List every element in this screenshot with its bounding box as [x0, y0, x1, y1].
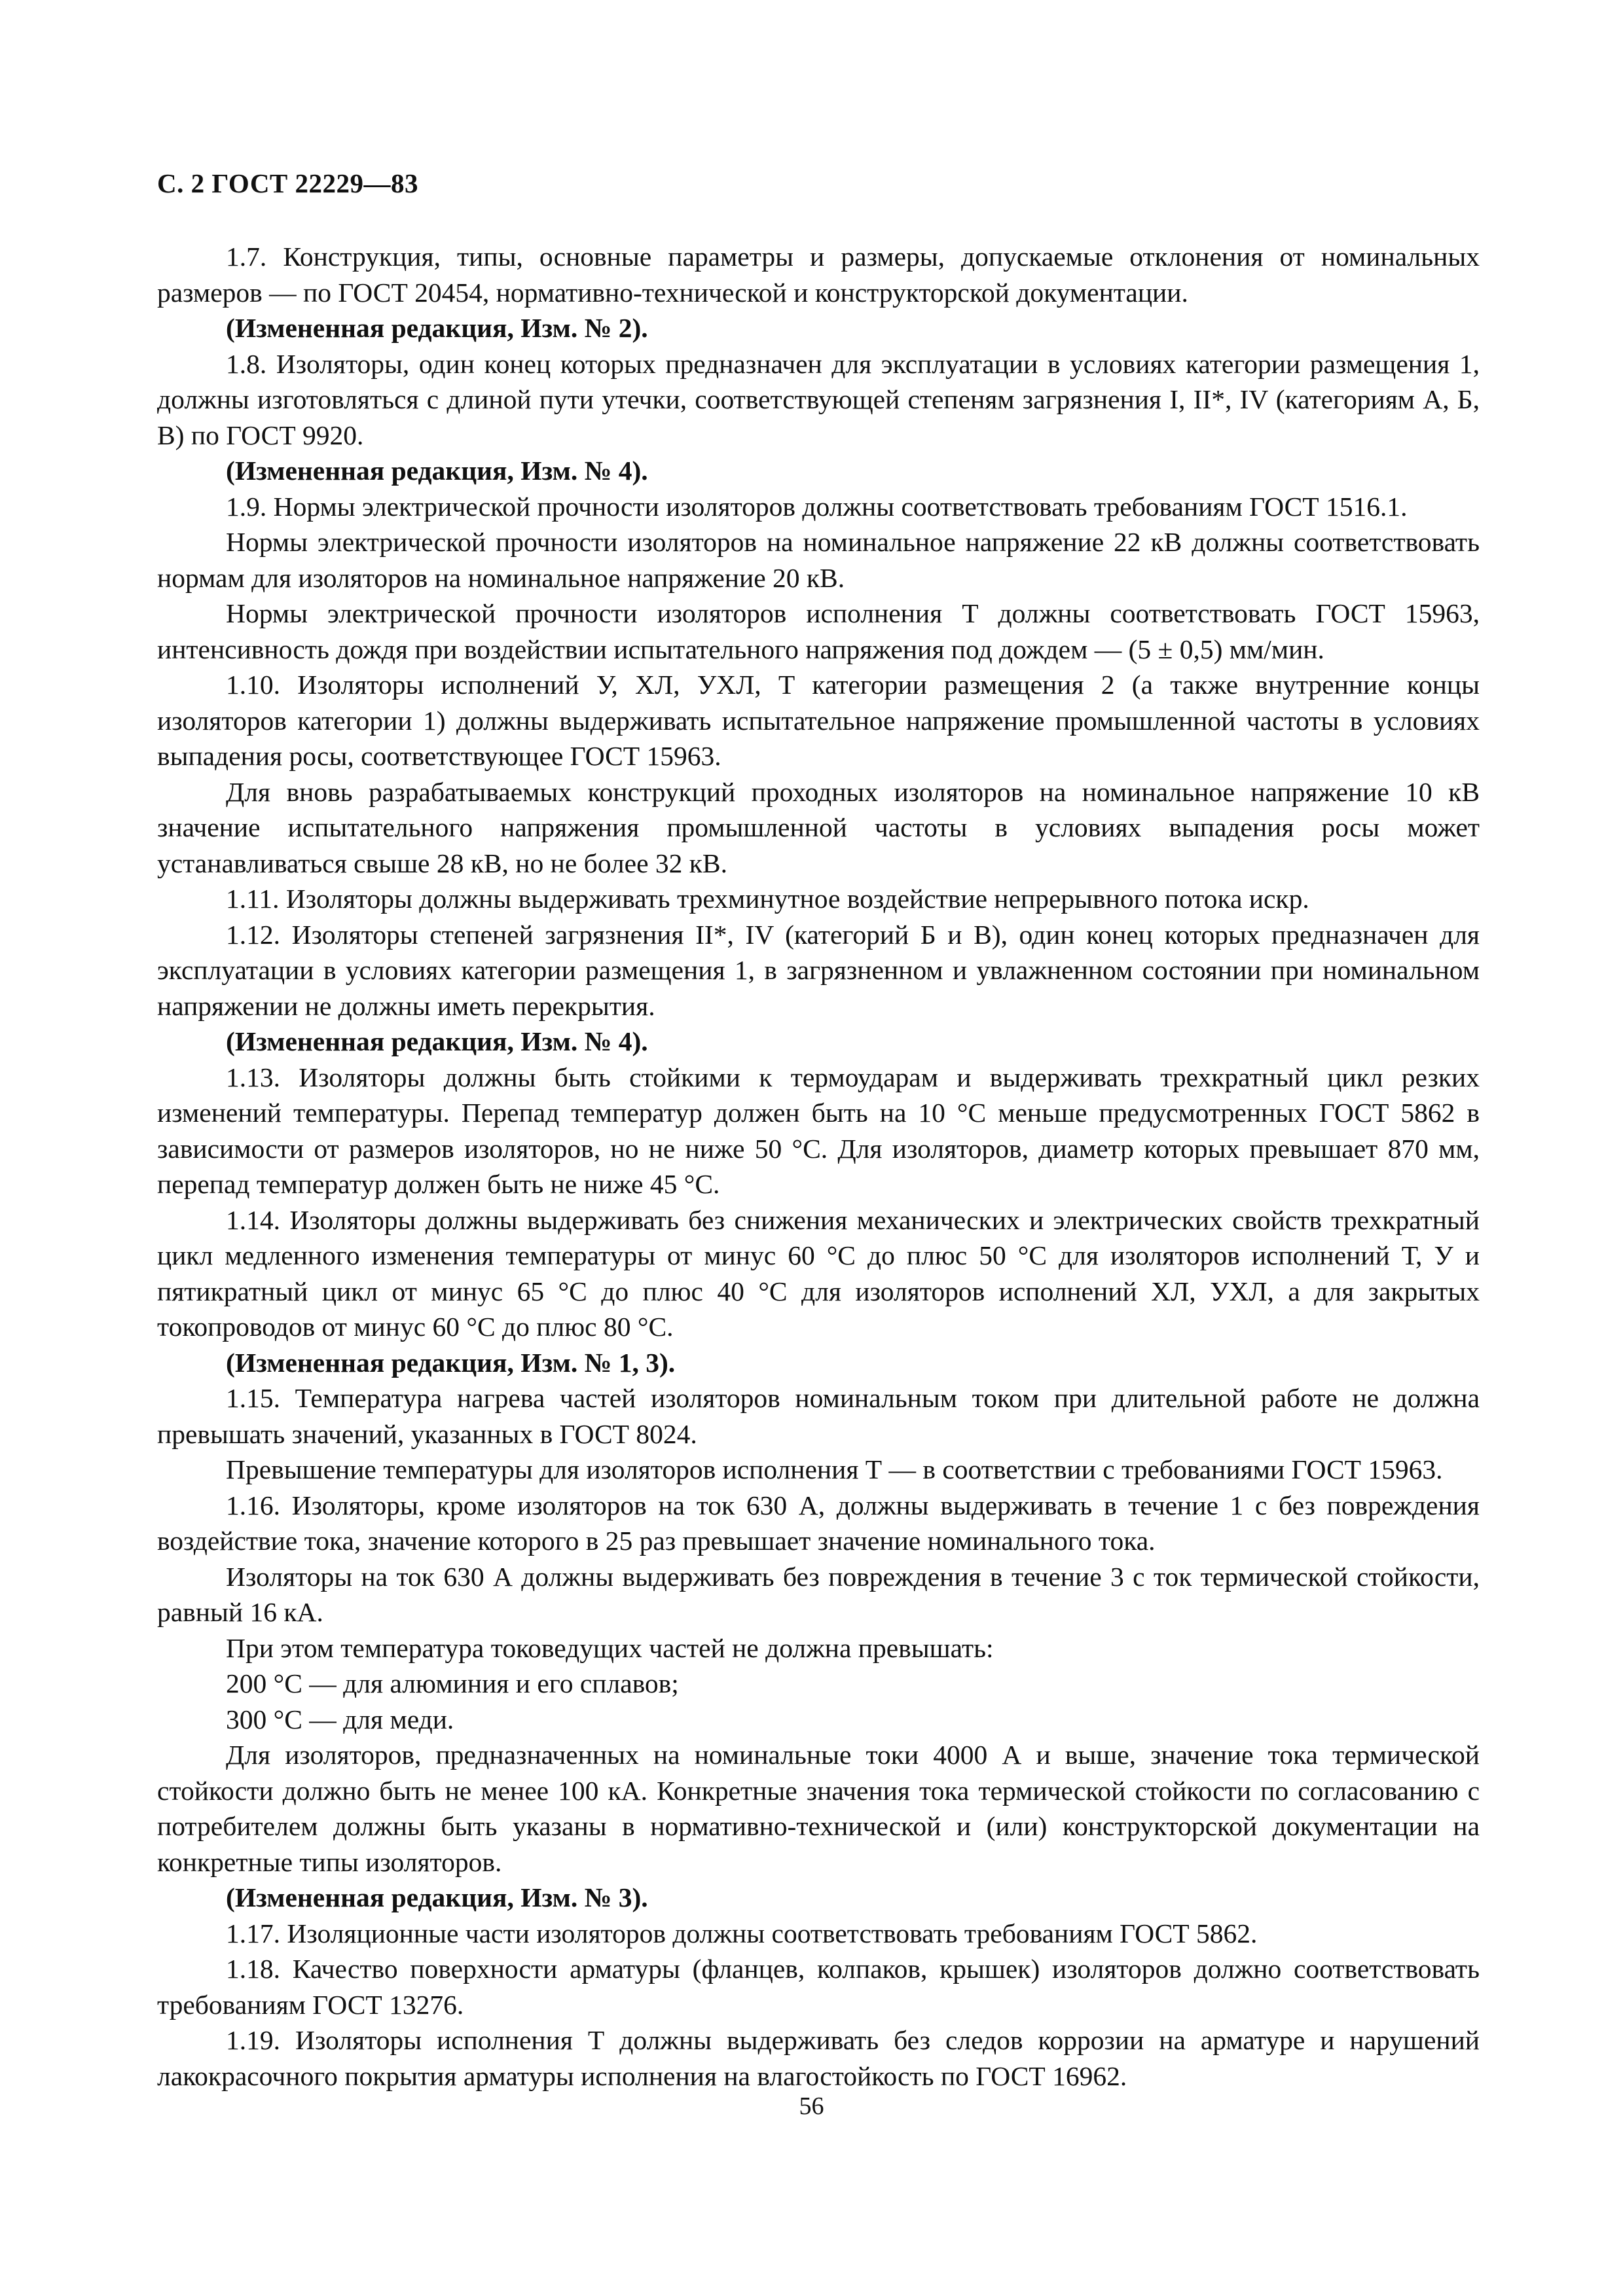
page-header: С. 2 ГОСТ 22229—83 [157, 168, 419, 198]
paragraph: 1.13. Изоляторы должны быть стойкими к термоударам и выдерживать трехкратный цикл резких изменений температуры. Перепад температур должен быть на 10 °С меньше предусмотренных ГОСТ 5862 в зависимости от размеров изоляторов, но не ниже 50 °С. Для изоляторов, диаметр которых превышает 870 мм, перепад температур должен быть не ниже 45 °С. [157, 1062, 1480, 1199]
amendment-note: (Измененная редакция, Изм. № 4). [226, 456, 648, 486]
paragraph: Для изоляторов, предназначенных на номинальные токи 4000 А и выше, значение тока термической стойкости должно быть не менее 100 кА. Конкретные значения тока термической стойкости по согласованию с потребителем должны быть указаны в нормативно-технической и (или) конструкторской документации на конкретные типы изоляторов. [157, 1740, 1480, 1877]
paragraph: 1.7. Конструкция, типы, основные параметры и размеры, допускаемые отклонения от номинальных размеров — по ГОСТ 20454, нормативно-технической и конструкторской документации. [157, 242, 1480, 308]
paragraph: 1.12. Изоляторы степеней загрязнения II*, IV (категорий Б и В), один конец которых предназначен для эксплуатации в условиях категории размещения 1, в загрязненном и увлажненном состоянии при номинальном напряжении не должны иметь перекрытия. [157, 919, 1480, 1021]
document-body [157, 239, 1480, 2094]
paragraph: 1.15. Температура нагрева частей изоляторов номинальным током при длительной работе не должна превышать значений, указанных в ГОСТ 8024. [157, 1383, 1480, 1449]
paragraph: 1.14. Изоляторы должны выдерживать без снижения механических и электрических свойств трехкратный цикл медленного изменения температуры от минус 60 °С до плюс 50 °С для изоляторов исполнений Т, У и пятикратный цикл от минус 65 °С до плюс 40 °С для изоляторов исполнений ХЛ, УХЛ, а для закрытых токопроводов от минус 60 °С до плюс 80 °С. [157, 1204, 1480, 1342]
paragraph: Нормы электрической прочности изоляторов на номинальное напряжение 22 кВ должны соответствовать нормам для изоляторов на номинальное напряжение 20 кВ. [157, 527, 1480, 593]
paragraph: 1.10. Изоляторы исполнений У, ХЛ, УХЛ, Т категории размещения 2 (а также внутренние концы изоляторов категории 1) должны выдерживать испытательное напряжение промышленной частоты в условиях выпадения росы, соответствующее ГОСТ 15963. [157, 670, 1480, 771]
paragraph: Нормы электрической прочности изоляторов исполнения Т должны соответствовать ГОСТ 15963, интенсивность дождя при воздействии испытательного напряжения под дождем — (5 ± 0,5) мм/мин. [157, 598, 1480, 664]
paragraph: 1.17. Изоляционные части изоляторов должны соответствовать требованиям ГОСТ 5862. [226, 1918, 1258, 1948]
amendment-note: (Измененная редакция, Изм. № 1, 3). [226, 1347, 676, 1378]
amendment-note: (Измененная редакция, Изм. № 2). [226, 313, 648, 343]
amendment-note: (Измененная редакция, Изм. № 3). [226, 1882, 648, 1912]
paragraph: 1.16. Изоляторы, кроме изоляторов на ток 630 А, должны выдерживать в течение 1 с без повреждения воздействие тока, значение которого в 25 раз превышает значение номинального тока. [157, 1490, 1480, 1556]
paragraph: Изоляторы на ток 630 А должны выдерживать без повреждения в течение 3 с ток термической стойкости, равный 16 кА. [157, 1561, 1480, 1627]
paragraph: 1.9. Нормы электрической прочности изоляторов должны соответствовать требованиям ГОСТ 1516.1. [226, 491, 1408, 522]
paragraph: Для вновь разрабатываемых конструкций проходных изоляторов на номинальное напряжение 10 кВ значение испытательного напряжения промышленной частоты в условиях выпадения росы может устанавливаться свыше 28 кВ, но не более 32 кВ. [157, 776, 1480, 878]
paragraph: 1.19. Изоляторы исполнения Т должны выдерживать без следов коррозии на арматуре и нарушений лакокрасочного покрытия арматуры исполнения на влагостойкость по ГОСТ 16962. [157, 2025, 1480, 2091]
paragraph: 1.8. Изоляторы, один конец которых предназначен для эксплуатации в условиях категории размещения 1, должны изготовляться с длиной пути утечки, соответствующей степеням загрязнения I, II*, IV (категориям А, Б, В) по ГОСТ 9920. [157, 348, 1480, 450]
paragraph: 300 °С — для меди. [226, 1704, 454, 1734]
paragraph: 1.11. Изоляторы должны выдерживать трехминутное воздействие непрерывного потока искр. [226, 884, 1309, 914]
paragraph: 1.18. Качество поверхности арматуры (фланцев, колпаков, крышек) изоляторов должно соответствовать требованиям ГОСТ 13276. [157, 1954, 1480, 2020]
amendment-note: (Измененная редакция, Изм. № 4). [226, 1026, 648, 1056]
paragraph: 200 °С — для алюминия и его сплавов; [226, 1668, 679, 1698]
paragraph: Превышение температуры для изоляторов исполнения Т — в соответствии с требованиями ГОСТ 15963. [226, 1454, 1443, 1484]
paragraph: При этом температура токоведущих частей не должна превышать: [226, 1632, 994, 1663]
page-number: 56 [799, 2092, 824, 2120]
